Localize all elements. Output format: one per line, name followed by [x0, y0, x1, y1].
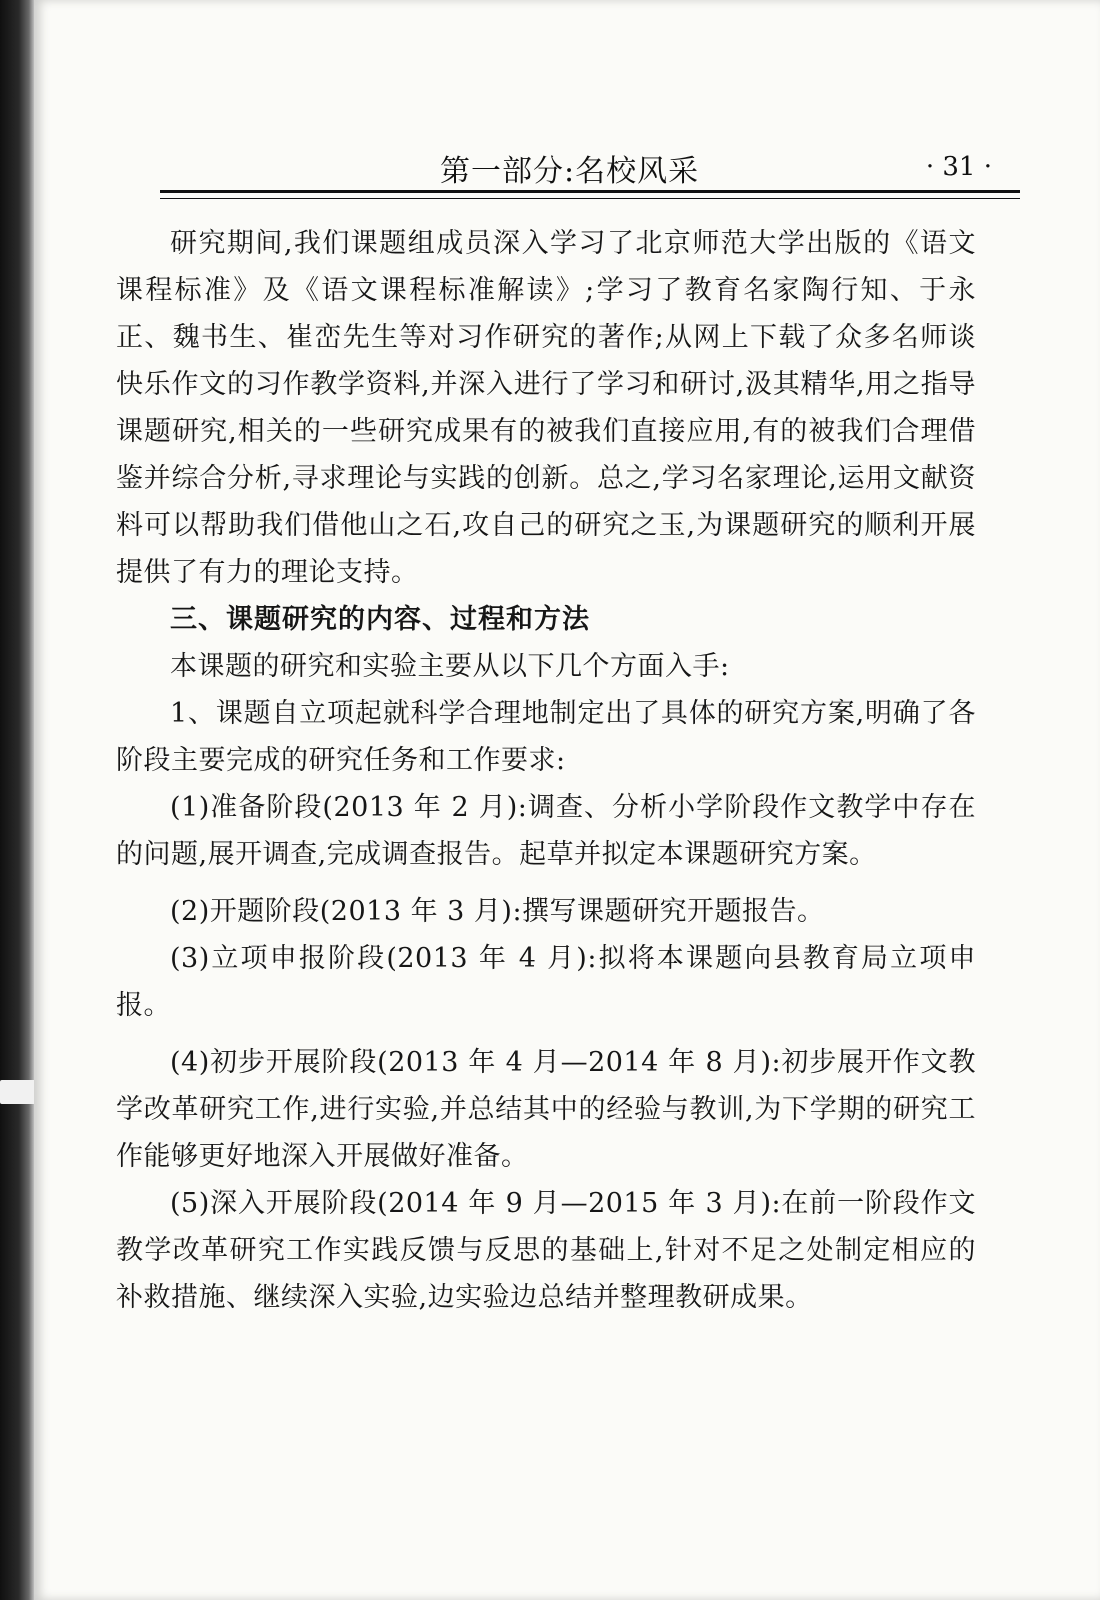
header-rule-thin: [160, 198, 1020, 199]
paragraph-stage-5: (5)深入开展阶段(2014 年 9 月—2015 年 3 月):在前一阶段作文教学改革研究工作实践反馈与反思的基础上,针对不足之处制定相应的补救措施、继续深入实验,边实验边总结并整理教研成果。: [116, 1188, 976, 1313]
paragraph-intro: 本课题的研究和实验主要从以下几个方面入手:: [170, 651, 730, 682]
scan-dark-edge: [0, 0, 34, 1600]
paragraph-research-literature: 研究期间,我们课题组成员深入学习了北京师范大学出版的《语文课程标准》及《语文课程标准解读》;学习了教育名家陶行知、于永正、魏书生、崔峦先生等对习作研究的著作;从网上下载了众多名师谈快乐作文的习作教学资料,并深入进行了学习和研讨,汲其精华,用之指导课题研究,相关的一些研究成果有的被我们直接应用,有的被我们合理借鉴并综合分析,寻求理论与实践的创新。总之,学习名家理论,运用文献资料可以帮助我们借他山之石,攻自己的研究之玉,为课题研究的顺利开展提供了有力的理论支持。: [116, 228, 976, 588]
page-number: · 31 ·: [925, 152, 992, 182]
page-header: [160, 146, 1020, 206]
paragraph-stage-4: (4)初步开展阶段(2013 年 4 月—2014 年 8 月):初步展开作文教学改革研究工作,进行实验,并总结其中的经验与教训,为下学期的研究工作能够更好地深入开展做好准备。: [116, 1047, 976, 1172]
paragraph-stage-1: (1)准备阶段(2013 年 2 月):调查、分析小学阶段作文教学中存在的问题,展开调查,完成调查报告。起草并拟定本课题研究方案。: [116, 792, 976, 870]
running-header-title: 第一部分:名校风采: [440, 154, 700, 189]
body-text: [116, 220, 976, 1321]
paragraph-stage-3: (3)立项申报阶段(2013 年 4 月):拟将本课题向县教育局立项申报。: [116, 943, 976, 1021]
paragraph-stage-2: (2)开题阶段(2013 年 3 月):撰写课题研究开题报告。: [170, 896, 825, 927]
paragraph-item-1: 1、课题自立项起就科学合理地制定出了具体的研究方案,明确了各阶段主要完成的研究任务和工作要求:: [116, 698, 976, 776]
binding-mark: [0, 1080, 36, 1104]
section-heading: 三、课题研究的内容、过程和方法: [170, 604, 590, 635]
header-rule-thick: [160, 190, 1020, 193]
